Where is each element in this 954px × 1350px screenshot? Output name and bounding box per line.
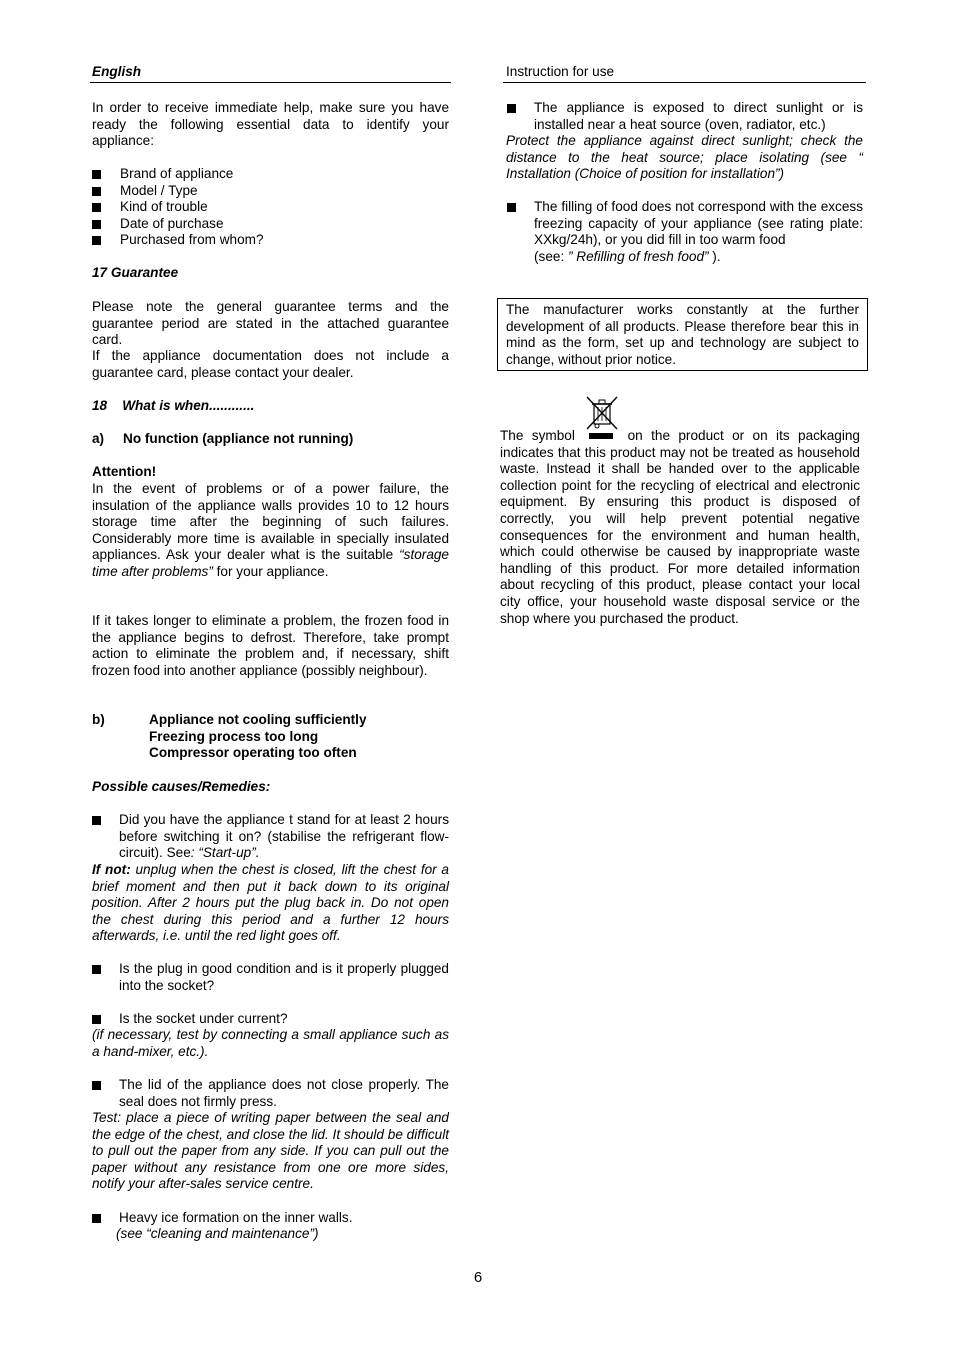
- section-a-title: No function (appliance not running): [123, 431, 354, 446]
- bullet-square-icon: [92, 203, 101, 212]
- bullet-square-icon: [92, 187, 101, 196]
- bullet-square-icon: [92, 965, 101, 974]
- header-language: [90, 64, 451, 83]
- cause-1-note: If not: unplug when the chest is closed, lift the chest for a brief moment and then put it back down to its original position. After 2 hours put the plug back in. Do not open the chest during this period and a further 12 hours afterwards, i.e. until the red light goes off.: [92, 862, 449, 944]
- defrost-paragraph: If it takes longer to eliminate a problem, the frozen food in the appliance begins to defrost. Therefore, take prompt action to eliminate the problem and, if necessary, shift frozen food into another appliance (possibly neighbour).: [92, 613, 449, 678]
- section-a-label: a): [92, 431, 105, 446]
- section-b-heading: [92, 712, 449, 761]
- bullet-square-icon: [92, 236, 101, 245]
- weee-disposal-paragraph: The symbol on the product or on its packaging indicates that this product may not be treated as household waste. Instead it shall be handed over to the applicable collection point for the recycling of electrical and electronic equipment. By ensuring this product is disposed of correctly, you will help prevent potential negative consequences for the environment and human health, which could otherwise be caused by inappropriate waste handling of this product. For more detailed information about recycling of this product, please contact your local city office, your household waste disposal service or the shop where you purchased the product.: [500, 428, 860, 626]
- weee-bar-symbol-icon: [589, 433, 613, 439]
- bullet-square-icon: [507, 203, 516, 212]
- intro-paragraph: In order to receive immediate help, make sure you have ready the following essential data to identify your appliance:: [92, 100, 449, 149]
- cause-item-sunlight: The appliance is exposed to direct sunlight or is installed near a heat source (oven, radiator, etc.): [507, 100, 863, 133]
- bullet-square-icon: [92, 1081, 101, 1090]
- section-a-heading: [92, 431, 449, 448]
- what-is-when-heading: 18 What is when............: [92, 398, 255, 413]
- guarantee-paragraph-1: Please note the general guarantee terms and the guarantee period are stated in the attached guarantee card.: [92, 299, 449, 348]
- sunlight-note: Protect the appliance against direct sunlight; check the distance to the heat source; place isolating (see “ Installation (Choice of position for installation”): [506, 133, 863, 182]
- cause-item-5: Heavy ice formation on the inner walls.: [92, 1210, 449, 1227]
- list-item: Kind of trouble: [92, 199, 449, 216]
- cause-item-1: Did you have the appliance t stand for at least 2 hours before switching it on? (stabilise the refrigerant flow-circuit). See: “Start-up”.: [92, 812, 449, 862]
- bullet-square-icon: [92, 1214, 101, 1223]
- bullet-square-icon: [92, 816, 101, 825]
- manufacturer-notice-box: The manufacturer works constantly at the further development of all products. Please therefore bear this in mind as the form, set up and technology are subject to change, without prior notice.: [497, 298, 868, 371]
- cause-item-2: Is the plug in good condition and is it properly plugged into the socket?: [92, 961, 449, 994]
- bullet-square-icon: [507, 104, 516, 113]
- guarantee-paragraph-2: If the appliance documentation does not include a guarantee card, please contact your dealer.: [92, 348, 449, 380]
- cause-item-3: Is the socket under current?: [92, 1011, 449, 1028]
- cause-5-note: (see “cleaning and maintenance”): [116, 1226, 319, 1241]
- guarantee-heading: 17 Guarantee: [92, 265, 179, 280]
- section-b-label: b): [92, 712, 105, 727]
- bullet-square-icon: [92, 220, 101, 229]
- list-item: Brand of appliance: [92, 166, 449, 183]
- identification-list: [92, 166, 449, 249]
- page-number: 6: [473, 1269, 483, 1286]
- bullet-square-icon: [92, 170, 101, 179]
- cause-3-note: (if necessary, test by connecting a small appliance such as a hand-mixer, etc.).: [92, 1027, 449, 1059]
- list-item: Purchased from whom?: [92, 232, 449, 249]
- attention-paragraph: In the event of problems or of a power failure, the insulation of the appliance walls provides 10 to 12 hours storage time after the beginning of such failures. Considerably more time is available in specially insulated appliances. Ask your dealer what is the suitable “storage time after problems” for your appliance.: [92, 481, 449, 579]
- cause-item-filling: The filling of food does not correspond with the excess freezing capacity of your appliance (see rating plate: XXkg/24h), or you did fill in too warm food (see: ” Refilling of fresh food” ).: [507, 199, 863, 265]
- attention-label: Attention!: [92, 464, 157, 479]
- list-item: Model / Type: [92, 183, 449, 200]
- list-item: Date of purchase: [92, 216, 449, 233]
- bullet-square-icon: [92, 1015, 101, 1024]
- header-title: [503, 64, 866, 83]
- header-title-text: Instruction for use: [506, 64, 615, 79]
- header-language-text: English: [92, 64, 142, 79]
- causes-heading: Possible causes/Remedies:: [92, 779, 271, 794]
- section-b-titles: Appliance not cooling sufficiently Freezing process too long Compressor operating too often: [149, 712, 367, 761]
- cause-4-note: Test: place a piece of writing paper between the seal and the edge of the chest, and close the lid. It should be difficult to pull out the paper from any side. If you can pull out the paper without any resistance from one ore more sides, notify your after-sales service centre.: [92, 1110, 449, 1192]
- cause-item-4: The lid of the appliance does not close properly. The seal does not firmly press.: [92, 1077, 449, 1110]
